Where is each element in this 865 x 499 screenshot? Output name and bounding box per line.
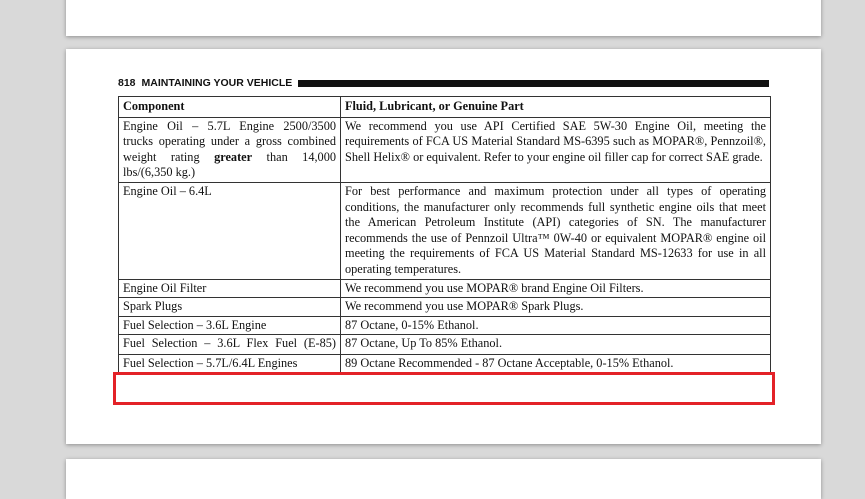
table-row: [119, 335, 771, 355]
fluid-cell: For best performance and maximum protection under all types of operating conditions, the manufacturer only recommends full synthetic engine oils that meet the American Petroleum Institute (API) categories of SN. The manufacturer recommends the use of Pennzoil Ultra™ 0W-40 or equivalent MOPAR® engine oil meeting the requirements of FCA US Material Standard MS-12633 for use in all operating temperatures.: [341, 182, 771, 279]
column-header-fluid: Fluid, Lubricant, or Genuine Part: [341, 97, 771, 118]
highlight-box: [113, 372, 775, 405]
table-row: [119, 279, 771, 298]
next-page: [66, 459, 821, 499]
page-header: [118, 76, 769, 90]
fluid-cell: 89 Octane Recommended - 87 Octane Acceptable, 0-15% Ethanol.: [341, 355, 771, 374]
component-cell: Engine Oil Filter: [119, 279, 341, 298]
component-cell: [119, 117, 341, 182]
component-text: than 14,000 lbs/(6,350 kg.): [123, 149, 336, 180]
table-row: [119, 117, 771, 182]
fluid-cell: 87 Octane, 0-15% Ethanol.: [341, 316, 771, 335]
component-text: Engine Oil – 5.7L Engine 2500/3500 trucks operating under a gross combined weight rating: [123, 118, 336, 164]
fluid-cell: We recommend you use MOPAR® brand Engine Oil Filters.: [341, 279, 771, 298]
component-cell: Engine Oil – 6.4L: [119, 182, 341, 279]
component-cell: [119, 335, 341, 355]
fluid-cell: We recommend you use API Certified SAE 5W-30 Engine Oil, meeting the requirements of FCA US Material Standard MS-6395 such as MOPAR®, Pennzoil®, Shell Helix® or equivalent. Refer to your engine oil filler cap for correct SAE grade.: [341, 117, 771, 182]
table-row: [119, 182, 771, 279]
table-header-row: [119, 97, 771, 118]
section-title: MAINTAINING YOUR VEHICLE: [141, 77, 293, 89]
fluid-cell: We recommend you use MOPAR® Spark Plugs.: [341, 298, 771, 317]
component-cell: Fuel Selection – 3.6L Engine: [119, 316, 341, 335]
header-rule: [298, 80, 769, 87]
table-row: [119, 316, 771, 335]
fluids-table: [118, 96, 771, 374]
table-row: [119, 298, 771, 317]
component-cell: Fuel Selection – 5.7L/6.4L Engines: [119, 355, 341, 374]
component-bold-text: greater: [214, 149, 253, 164]
page-number: 818: [118, 77, 136, 89]
fluid-cell: 87 Octane, Up To 85% Ethanol.: [341, 335, 771, 355]
previous-page: [66, 0, 821, 36]
column-header-component: Component: [119, 97, 341, 118]
component-text: Fuel Selection – 3.6L Flex Fuel (E-85): [123, 336, 336, 351]
component-cell: Spark Plugs: [119, 298, 341, 317]
table-row: [119, 355, 771, 374]
